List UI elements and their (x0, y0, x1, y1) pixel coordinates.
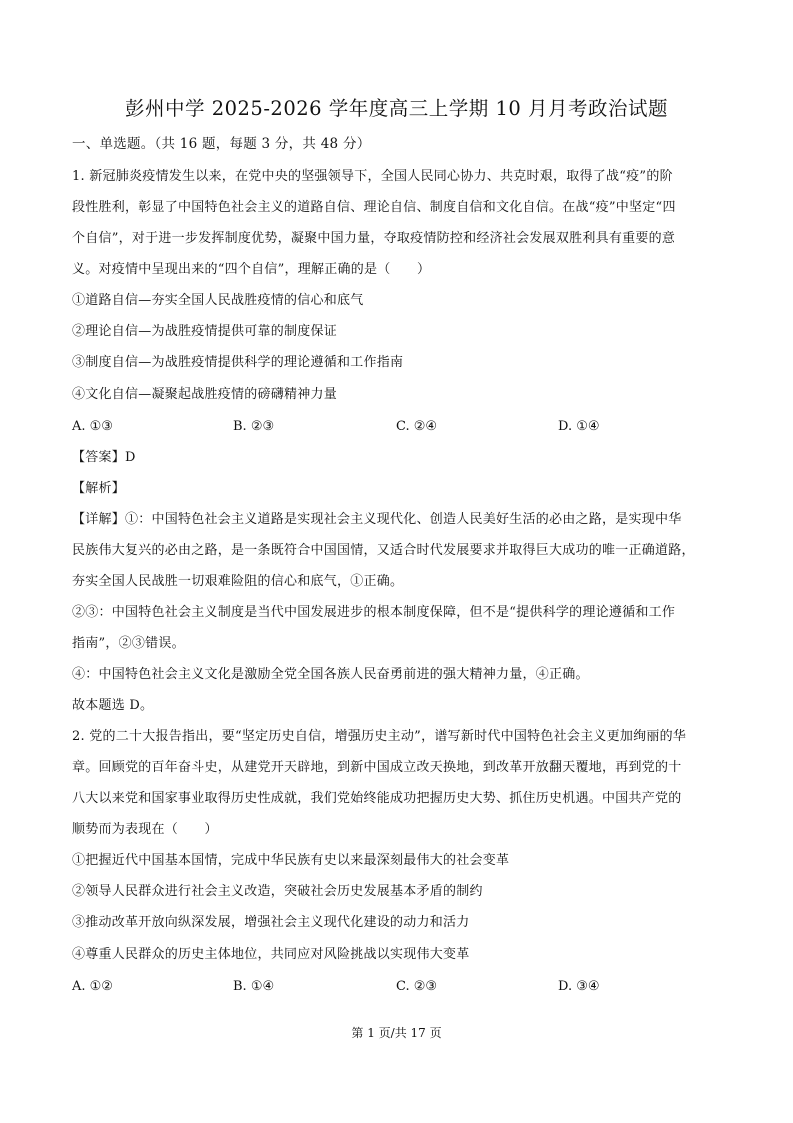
q2-item: ③推动改革开放向纵深发展，增强社会主义现代化建设的动力和活力 (72, 915, 470, 930)
q1-option-b: B. ②③ (233, 419, 275, 434)
q2-option-a: A. ①② (72, 979, 113, 994)
q1-explanation-line: ②③：中国特色社会主义制度是当代中国发展进步的根本制度保障，但不是“提供科学的理论遵循和工作 (72, 605, 676, 620)
q1-item: ②理论自信—为战胜疫情提供可靠的制度保证 (72, 324, 338, 339)
q1-option-a: A. ①③ (72, 419, 113, 434)
q2-item: ④尊重人民群众的历史主体地位，共同应对风险挑战以实现伟大变革 (72, 947, 470, 962)
q1-conclusion: 故本题选 D。 (72, 698, 154, 713)
q2-item: ①把握近代中国基本国情，完成中华民族有史以来最深刻最伟大的社会变革 (72, 853, 510, 868)
q2-option-d: D. ③④ (558, 979, 600, 994)
q1-analysis-label: 【解析】 (72, 481, 126, 496)
q1-option-c: C. ②④ (396, 419, 438, 434)
q1-item: ③制度自信—为战胜疫情提供科学的理论遵循和工作指南 (72, 355, 404, 370)
q2-stem-line: 八大以来党和国家事业取得历史性成就，我们党始终能成功把握历史大势、抓住历史机遇。中国共产党的 (72, 791, 682, 806)
q1-explanation-line: 【详解】①：中国特色社会主义道路是实现社会主义现代化、创造人民美好生活的必由之路，是实现中华 (72, 512, 682, 527)
q1-stem-line: 1. 新冠肺炎疫情发生以来，在党中央的坚强领导下，全国人民同心协力、共克时艰，取得了战“疫”的阶 (72, 169, 673, 184)
q1-explanation-line: 民族伟大复兴的必由之路，是一条既符合中国国情，又适合时代发展要求并取得巨大成功的唯一正确道路， (72, 543, 695, 558)
q1-stem-line: 个自信”，对于进一步发挥制度优势，凝聚中国力量，夺取疫情防控和经济社会发展双胜利具有重要的意 (72, 231, 676, 246)
q1-stem-line: 义。对疫情中呈现出来的“四个自信”，理解正确的是（ ） (72, 262, 431, 277)
q1-explanation-line: 夯实全国人民战胜一切艰难险阻的信心和底气，①正确。 (72, 574, 404, 589)
q2-stem-line: 2. 党的二十大报告指出，要“坚定历史自信，增强历史主动”，谱写新时代中国特色社会主义更加绚丽的华 (72, 729, 687, 744)
q1-option-d: D. ①④ (558, 419, 600, 434)
q1-stem-line: 段性胜利，彰显了中国特色社会主义的道路自信、理论自信、制度自信和文化自信。在战“疫”中坚定“四 (72, 200, 676, 215)
q2-option-b: B. ①④ (233, 979, 275, 994)
q1-item: ①道路自信—夯实全国人民战胜疫情的信心和底气 (72, 293, 364, 308)
q1-explanation-line: ④：中国特色社会主义文化是激励全党全国各族人民奋勇前进的强大精神力量，④正确。 (72, 667, 589, 682)
section-heading: 一、单选题。（共 16 题，每题 3 分，共 48 分） (72, 136, 371, 152)
page-title: 彭州中学 2025-2026 学年度高三上学期 10 月月考政治试题 (125, 97, 668, 120)
q2-stem-line: 顺势而为表现在（ ） (72, 822, 218, 837)
q2-stem-line: 章。回顾党的百年奋斗史，从建党开天辟地，到新中国成立改天换地，到改革开放翻天覆地，再到党的十 (72, 760, 682, 775)
q1-item: ④文化自信—凝聚起战胜疫情的磅礴精神力量 (72, 387, 338, 402)
q2-item: ②领导人民群众进行社会主义改造，突破社会历史发展基本矛盾的制约 (72, 884, 483, 899)
q2-option-c: C. ②③ (396, 979, 438, 994)
page-footer: 第 1 页/共 17 页 (351, 1026, 442, 1040)
q1-explanation-line: 指南”，②③错误。 (72, 636, 185, 651)
q1-answer: 【答案】D (72, 450, 136, 465)
